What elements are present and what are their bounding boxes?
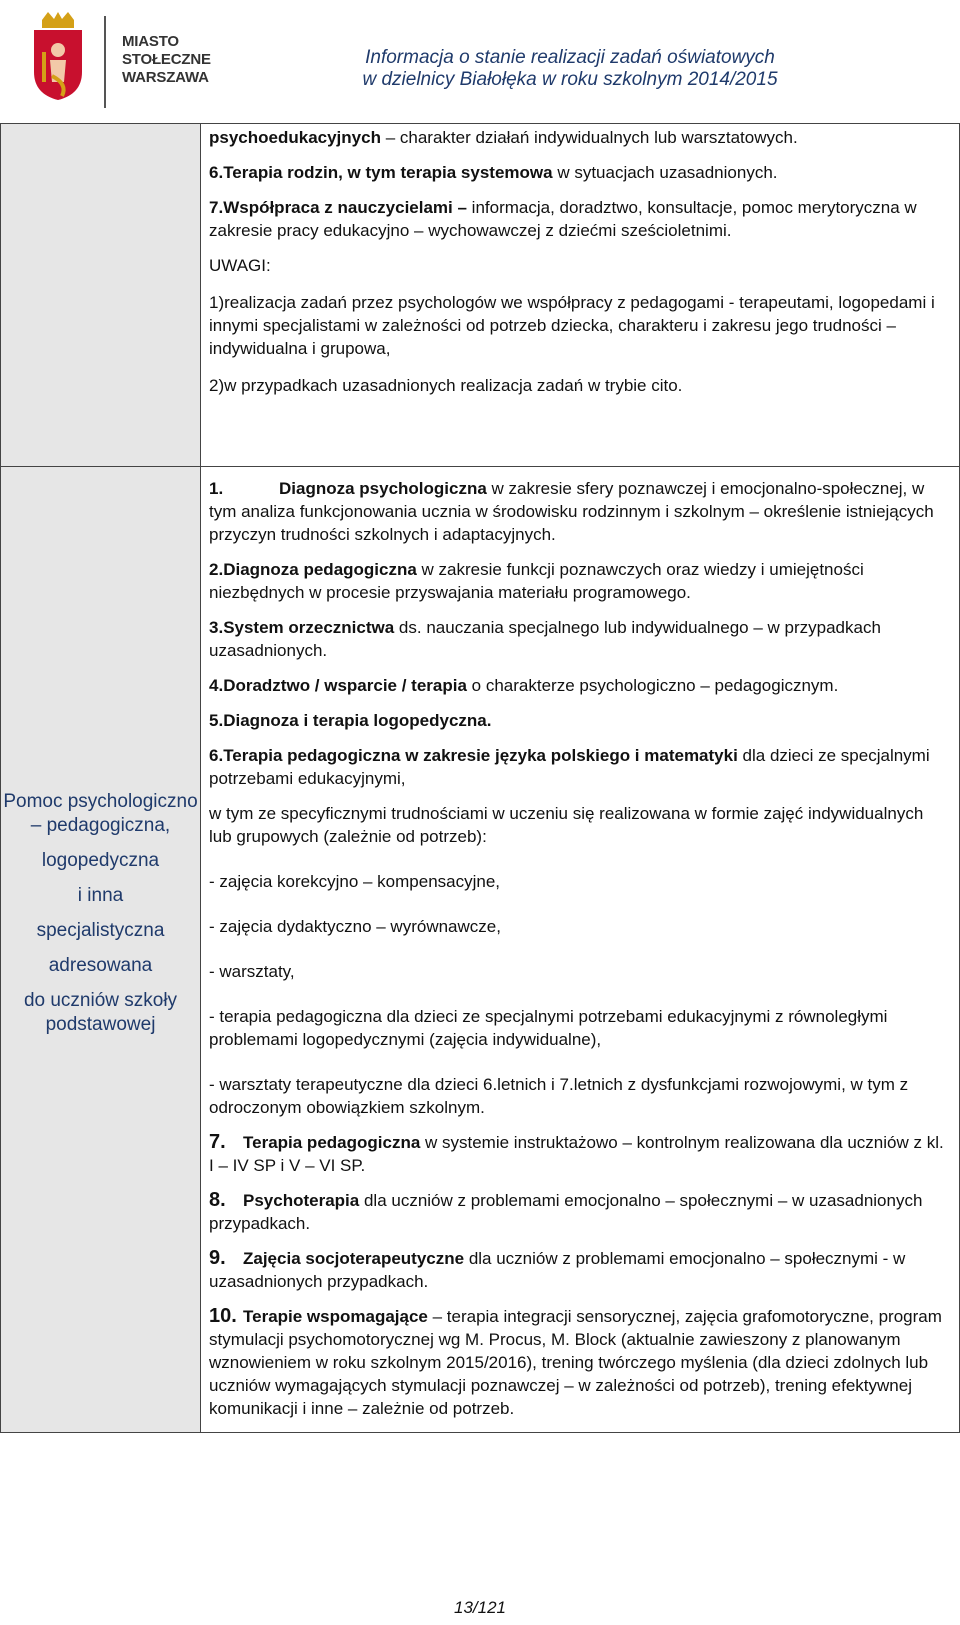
list-item: - zajęcia korekcyjno – kompensacyjne, — [209, 872, 501, 891]
item-6-family-therapy: 6.Terapia rodzin, w tym terapia systemowa w sytuacjach uzasadnionych. — [209, 163, 778, 182]
item-5-speech-therapy: 5.Diagnoza i terapia logopedyczna. — [209, 711, 492, 730]
list-item: - warsztaty, — [209, 962, 295, 981]
warsaw-coat-of-arms-logo — [28, 12, 88, 102]
right-cell-continued — [201, 124, 960, 467]
item-7-instructional-therapy: 7. Terapia pedagogiczna w systemie instruktażowo – kontrolnym realizowana dla uczniów z kl. I – IV SP i V – VI SP. — [209, 1131, 944, 1175]
list-item: - zajęcia dydaktyczno – wyrównawcze, — [209, 917, 501, 936]
item-3-certification-system: 3.System orzecznictwa ds. nauczania specjalnego lub indywidualnego – w przypadkach uzasadnionych. — [209, 618, 881, 660]
left-cell-empty — [1, 124, 201, 467]
table-row — [1, 124, 960, 467]
list-item: - warsztaty terapeutyczne dla dzieci 6.letnich i 7.letnich z dysfunkcjami rozwojowymi, w tym z odroczonym obowiązkiem szkolnym. — [209, 1075, 909, 1117]
item-8-psychotherapy: 8. Psychoterapia dla uczniów z problemami emocjonalno – społecznymi – w uzasadnionych przypadkach. — [209, 1189, 923, 1233]
item-4-counselling: 4.Doradztwo / wsparcie / terapia o charakterze psychologiczno – pedagogicznym. — [209, 676, 839, 695]
note-1: 1)realizacja zadań przez psychologów we współpracy z pedagogami - terapeutami, logopedami i innymi specjalistami w zależności od potrzeb dziecka, charakteru i zakresu jego trudności – indywidualna i grupowa, — [209, 293, 935, 358]
left-cell-category — [1, 467, 201, 1433]
item-1-psychological-diagnosis: 1. Diagnoza psychologiczna w zakresie sfery poznawczej i emocjonalno-społecznej, w tym analiza funkcjonowania ucznia w środowisku rodzinnym i szkolnym – określenie istniejących przyczyn trudności szkolnych i adaptacyjnych. — [209, 479, 934, 544]
category-label: Pomoc psychologiczno – pedagogiczna, logopedyczna i inna specjalistyczna adresowana do uczniów szkoły podstawowej — [3, 791, 198, 1035]
item-7-teacher-cooperation: 7.Współpraca z nauczycielami – informacja, doradztwo, konsultacje, pomoc merytoryczna w zakresie pracy edukacyjno – wychowawczej z dziećmi sześcioletnimi. — [209, 198, 917, 240]
page-number: 13/121 — [454, 1598, 506, 1617]
logo-divider — [104, 16, 106, 108]
item-9-socio-therapy: 9. Zajęcia socjoterapeutyczne dla uczniów z problemami emocjonalno – społecznymi - w uzasadnionych przypadkach. — [209, 1247, 906, 1291]
table-row — [1, 467, 960, 1433]
right-cell-services — [201, 467, 960, 1433]
item-10-supporting-therapies: 10. Terapie wspomagające – terapia integracji sensorycznej, zajęcia grafomotoryczne, program stymulacji psychomotorycznej wg M. Procus, M. Block (aktualnie zawieszony z planowanym wznowieniem w roku szkolnym 2015/2016), trening twórczego myślenia (dla dzieci zdolnych lub uczniów wymagających stymulacji poznawczej – w zależności od potrzeb), trening efektywnej komunikacji i inne – zależnie od potrzeb. — [209, 1305, 942, 1418]
note-2: 2)w przypadkach uzasadnionych realizacja zadań w trybie cito. — [209, 376, 683, 395]
item-6-pedagogical-therapy: 6.Terapia pedagogiczna w zakresie języka polskiego i matematyki dla dzieci ze specjalnymi potrzebami edukacyjnymi, — [209, 746, 930, 788]
content-table — [0, 123, 960, 1433]
page-header — [0, 0, 960, 118]
item-6-continuation: w tym ze specyficznymi trudnościami w uczeniu się realizowana w formie zajęć indywidualnych lub grupowych (zależnie od potrzeb): — [209, 804, 924, 846]
city-name-text: MIASTO STOŁECZNE WARSZAWA — [122, 33, 211, 86]
list-item: - terapia pedagogiczna dla dzieci ze specjalnymi potrzebami edukacyjnymi z równoległymi problemami logopedycznymi (zajęcia indywidualne), — [209, 1007, 888, 1049]
paragraph-psychoedukacyjnych: psychoedukacyjnych – charakter działań indywidualnych lub warsztatowych. — [209, 128, 798, 147]
item-2-pedagogical-diagnosis: 2.Diagnoza pedagogiczna w zakresie funkcji poznawczych oraz wiedzy i umiejętności niezbędnych w procesie przyswajania materiału programowego. — [209, 560, 864, 602]
notes-heading: UWAGI: — [209, 256, 271, 275]
document-title: Informacja o stanie realizacji zadań oświatowych w dzielnicy Białołęka w roku szkolnym 2014/2015 — [362, 47, 778, 90]
